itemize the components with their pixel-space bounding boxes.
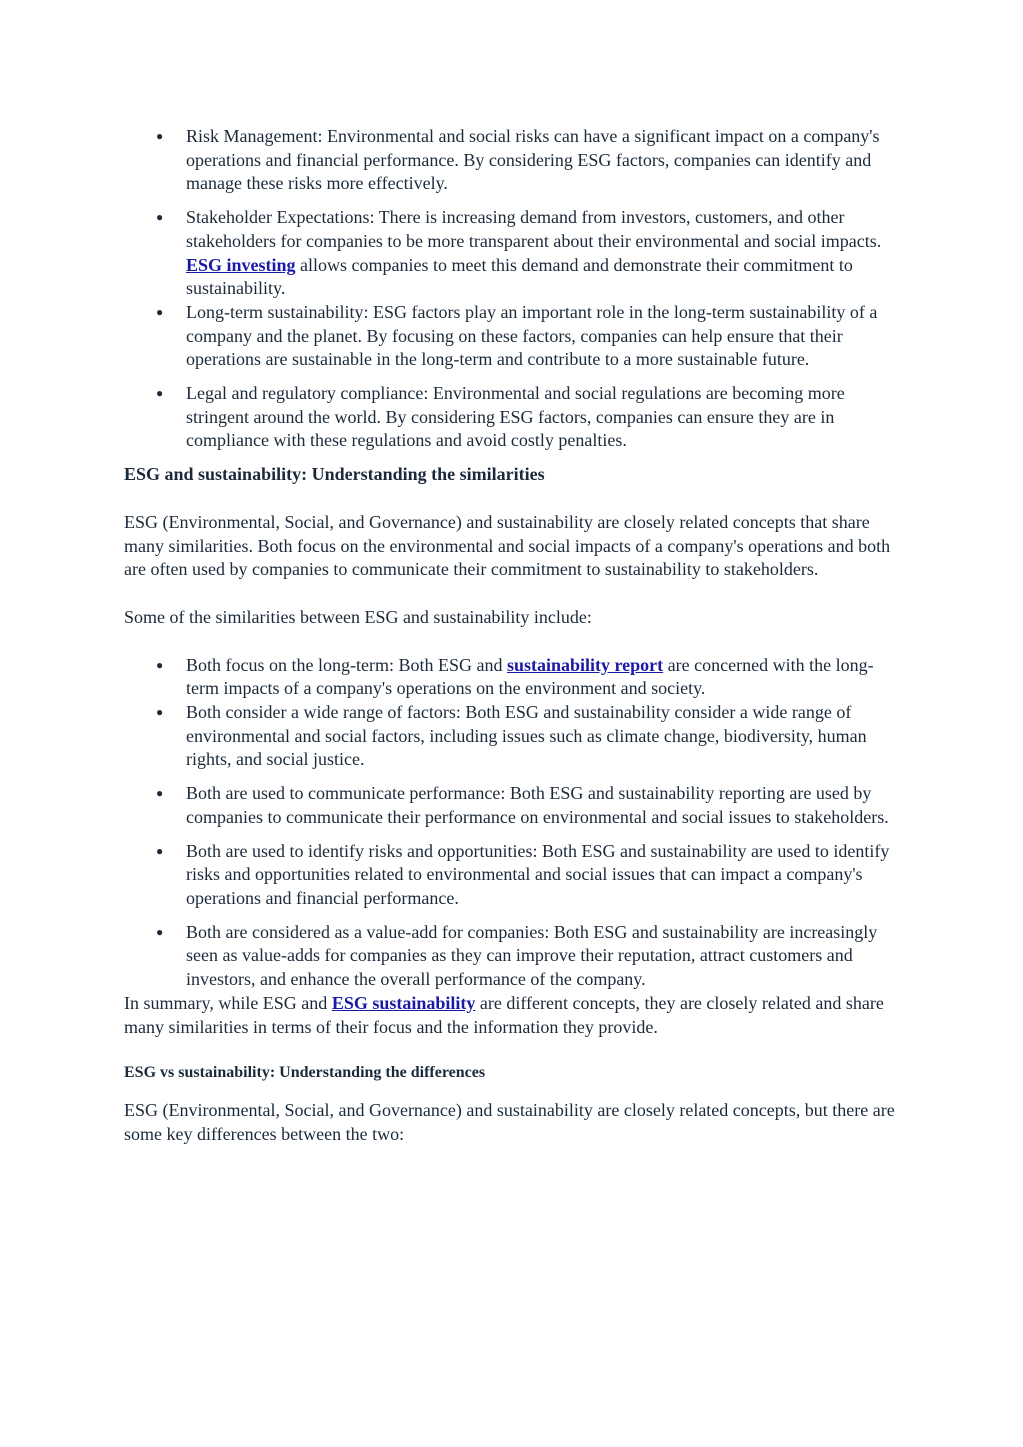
paragraph: Some of the similarities between ESG and sustainability include: <box>124 606 592 627</box>
bullet-icon: ● <box>156 843 164 858</box>
esg-sustainability-link[interactable]: ESG sustainability <box>331 992 476 1013</box>
sustainability-report-link[interactable]: sustainability report <box>506 654 664 675</box>
list-item-text: Both are used to communicate performance: Both ESG and sustainability reporting are used by companies to communicate their performance on environmental and social issues to stakeholders. <box>186 783 889 827</box>
bullet-icon: ● <box>156 304 164 319</box>
bullet-icon: ● <box>156 210 164 225</box>
summary-text: In summary, while ESG and <box>124 992 332 1013</box>
list-item <box>124 654 904 701</box>
list-item-text: Both consider a wide range of factors: Both ESG and sustainability consider a wide range of environmental and social factors, including issues such as climate change, biodiversity, human rights, and social justice. <box>186 702 867 770</box>
bullet-icon: ● <box>156 129 164 143</box>
summary-paragraph <box>124 992 904 1039</box>
list-item <box>124 701 904 772</box>
paragraph: ESG (Environmental, Social, and Governance) and sustainability are closely related concepts that share many similarities. Both focus on the environmental and social impacts of a company's operations and both are often used by companies to communicate their commitment to sustainability to stakeholders. <box>124 511 891 580</box>
bullet-icon: ● <box>156 786 164 801</box>
list-item <box>124 382 904 453</box>
list-item <box>124 840 904 911</box>
bullet-icon: ● <box>156 657 164 672</box>
section-heading-similarities: ESG and sustainability: Understanding the similarities <box>124 464 545 485</box>
bullet-list-similarities <box>124 654 904 992</box>
list-item-text: Stakeholder Expectations: There is increasing demand from investors, customers, and other stakeholders for companies to be more transparent about their environmental and social impacts. <box>186 207 882 251</box>
list-item-text: Long-term sustainability: ESG factors play an important role in the long-term sustainability of a company and the planet. By focusing on these factors, companies can help ensure that their operations are sustainable in the long-term and contribute to a more sustainable future. <box>186 301 878 370</box>
list-item-text: Both focus on the long-term: Both ESG and <box>186 654 507 675</box>
list-item-text: Both are considered as a value-add for companies: Both ESG and sustainability are increasingly seen as value-adds for companies as they can improve their reputation, attract customers and investors, and enhance the overall performance of the company. <box>186 921 878 990</box>
list-item <box>124 125 904 196</box>
summary-text: are different concepts, they are closely related and share many similarities in terms of their focus and the information they provide. <box>124 992 884 1037</box>
bullet-icon: ● <box>156 705 164 720</box>
bullet-list-reasons <box>124 125 904 453</box>
bullet-icon: ● <box>156 924 164 939</box>
list-item-text: Legal and regulatory compliance: Environmental and social regulations are becoming more stringent around the world. By considering ESG factors, companies can ensure they are in compliance with these regulations and avoid costly penalties. <box>186 383 845 451</box>
list-item-text: Risk Management: Environmental and social risks can have a significant impact on a company's operations and financial performance. By considering ESG factors, companies can identify and manage these risks more effectively. <box>186 126 880 194</box>
section-heading-differences: ESG vs sustainability: Understanding the differences <box>124 1064 486 1082</box>
list-item <box>124 206 904 301</box>
paragraph: ESG (Environmental, Social, and Governance) and sustainability are closely related concepts, but there are some key differences between the two: <box>124 1099 895 1144</box>
list-item <box>124 921 904 992</box>
list-item-text: Both are used to identify risks and opportunities: Both ESG and sustainability are used to identify risks and opportunities related to environmental and social issues that can impact a company's operations and financial performance. <box>186 840 890 908</box>
list-item-text: are concerned with the long-term impacts of a company's operations on the environment and society. <box>186 654 874 699</box>
document-body <box>124 125 904 1146</box>
bullet-icon: ● <box>156 386 164 401</box>
list-item-text: allows companies to meet this demand and demonstrate their commitment to sustainability. <box>186 254 853 299</box>
list-item <box>124 782 904 829</box>
esg-investing-link[interactable]: ESG investing <box>186 254 296 275</box>
list-item <box>124 301 904 372</box>
